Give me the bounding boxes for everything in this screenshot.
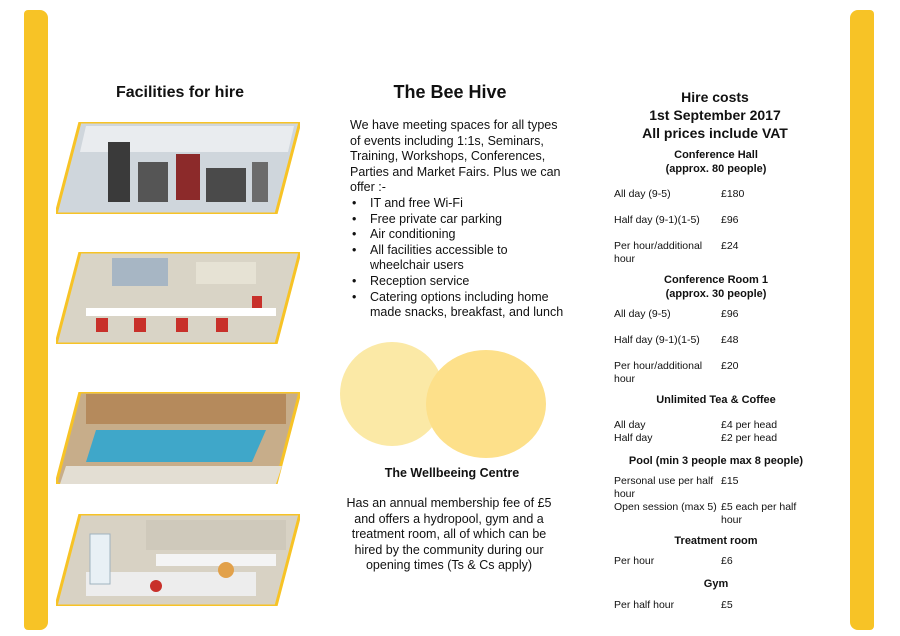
price-row xyxy=(614,599,816,612)
price-label: Half day (9-1)(1-5) xyxy=(614,334,700,346)
price-value: £96 xyxy=(721,214,739,226)
price-date: 1st September 2017 xyxy=(649,107,781,123)
section-heading: Unlimited Tea & Coffee xyxy=(656,394,776,406)
conference-room-heading xyxy=(610,273,822,301)
price-value: £5 each per half hour xyxy=(721,501,797,526)
price-value: £24 xyxy=(721,240,739,252)
price-row xyxy=(614,555,816,568)
wellbeing-paragraph: Has an annual membership fee of £5 and offers a hydropool, gym and a treatment room, all of which can be hired by the community during our opening times (Ts & Cs apply) xyxy=(346,496,552,573)
section-heading: Conference Hall xyxy=(674,149,758,161)
price-value: £6 xyxy=(721,555,733,567)
price-value: £5 xyxy=(721,599,733,611)
price-row xyxy=(614,188,816,201)
intro-paragraph: We have meeting spaces for all types of events including 1:1s, Seminars, Training, Workshops, Conferences, Parties and Market Fairs. Plus we can offer :- xyxy=(350,118,561,195)
price-value: £15 xyxy=(721,475,739,487)
price-label: Half day (9-1)(1-5) xyxy=(614,214,700,226)
section-subheading: (approx. 80 people) xyxy=(665,163,767,175)
price-value: £4 per head xyxy=(721,419,778,431)
feature-item: • Reception service xyxy=(350,274,570,290)
hydropool-photo-icon xyxy=(56,392,300,484)
wellbeing-title: The Wellbeeing Centre xyxy=(384,466,520,480)
price-row xyxy=(614,240,816,265)
price-value: £180 xyxy=(721,188,745,200)
price-label: Open session (max 5) xyxy=(614,501,717,513)
right-yellow-band xyxy=(850,10,874,630)
price-value: £20 xyxy=(721,360,739,372)
price-label: All day (9-5) xyxy=(614,188,671,200)
section-heading: Gym xyxy=(703,578,729,590)
price-value: £96 xyxy=(721,308,739,320)
conference-hall-heading xyxy=(610,148,822,176)
price-row xyxy=(614,419,816,432)
price-label: All day xyxy=(614,419,646,431)
price-label: Half day xyxy=(614,432,653,444)
section-heading: Pool (min 3 people max 8 people) xyxy=(628,455,804,467)
bee-hive-title: The Bee Hive xyxy=(393,82,507,102)
conference-setup-photo-icon xyxy=(56,514,300,606)
section-heading: Conference Room 1 xyxy=(664,274,768,286)
features-list xyxy=(350,196,570,321)
price-label: Per hour/additional hour xyxy=(614,360,703,385)
section-heading: Treatment room xyxy=(674,535,758,547)
feature-item: • Air conditioning xyxy=(350,227,570,243)
pool-heading xyxy=(610,454,822,468)
price-label: Personal use per half hour xyxy=(614,475,714,500)
tea-coffee-heading xyxy=(610,393,822,407)
feature-item: • All facilities accessible to wheelchair users xyxy=(350,243,570,274)
gym-photo-icon xyxy=(56,122,300,214)
treatment-room-heading xyxy=(610,534,822,548)
facilities-title: Facilities for hire xyxy=(115,84,245,101)
price-label: Per half hour xyxy=(614,599,675,611)
feature-item: • Catering options including home made snacks, breakfast, and lunch xyxy=(350,290,570,321)
price-value: £48 xyxy=(721,334,739,346)
feature-item: • IT and free Wi-Fi xyxy=(350,196,570,212)
price-row xyxy=(614,214,816,227)
left-yellow-band xyxy=(24,10,48,630)
section-subheading: (approx. 30 people) xyxy=(665,288,767,300)
price-label: Per hour xyxy=(614,555,655,567)
price-row xyxy=(614,334,816,347)
price-row xyxy=(614,360,816,385)
price-row xyxy=(614,475,816,500)
feature-item: • Free private car parking xyxy=(350,212,570,228)
hire-costs-heading: Hire costs xyxy=(681,89,749,105)
decorative-circles xyxy=(338,338,550,460)
price-row xyxy=(614,432,816,445)
price-row xyxy=(614,308,816,321)
price-row xyxy=(614,501,816,526)
price-label: Per hour/additional hour xyxy=(614,240,703,265)
hire-costs-title xyxy=(620,88,810,142)
price-label: All day (9-5) xyxy=(614,308,671,320)
meeting-room-photo-icon xyxy=(56,252,300,344)
vat-note: All prices include VAT xyxy=(642,125,788,141)
gym-heading xyxy=(610,577,822,591)
price-value: £2 per head xyxy=(721,432,778,444)
